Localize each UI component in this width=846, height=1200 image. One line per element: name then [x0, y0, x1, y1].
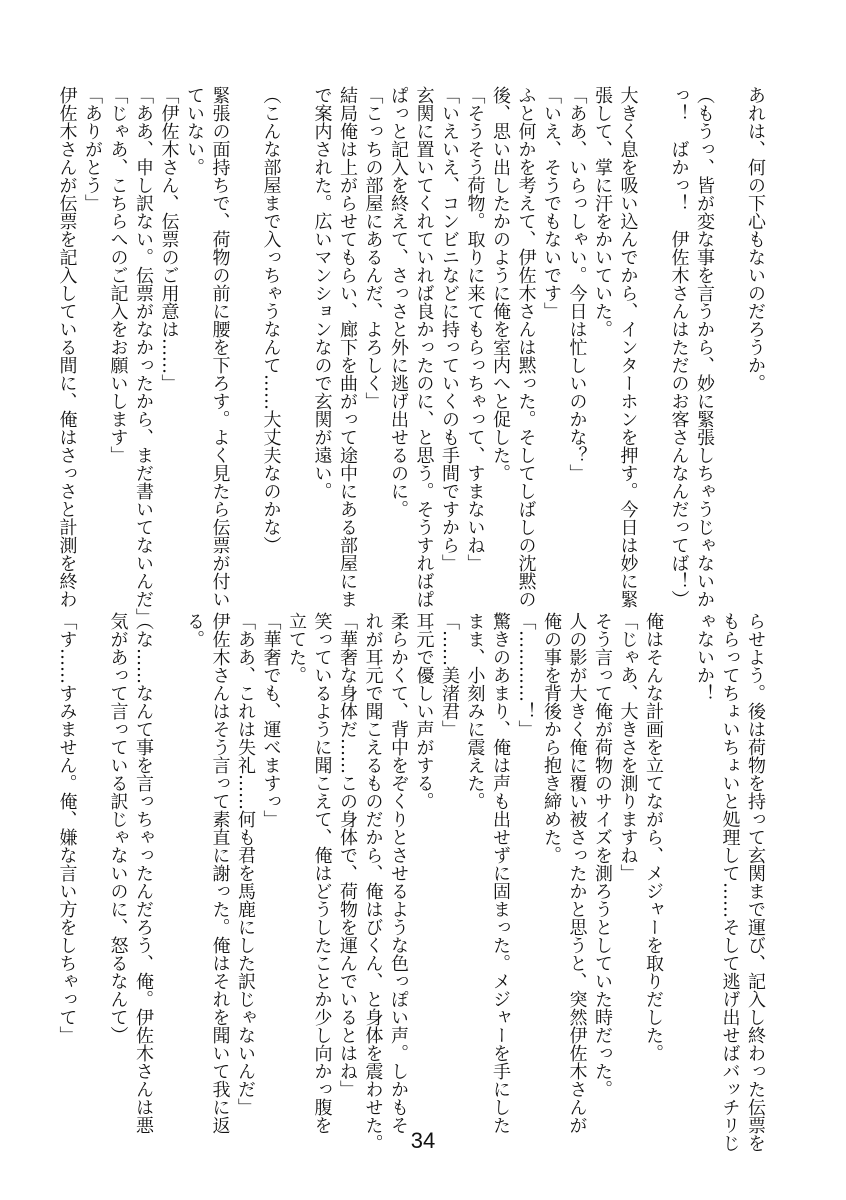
- text-line: 驚きのあまり、俺は声も出せずに固まった。メジャーを手にした: [490, 612, 511, 1134]
- text-line: ていない。: [184, 86, 205, 176]
- text-line: 気があって言っている訳じゃないのに、怒るなんて）: [107, 612, 129, 1044]
- text-line: 立てた。: [286, 612, 307, 684]
- text-line: 「いえ、そうでもないです」: [541, 86, 562, 320]
- text-line: ぱっと記入を終えて、さっさと外に逃げ出せるのに。: [388, 86, 409, 518]
- text-line: る。: [184, 612, 205, 648]
- text-line: 「華奢でも、運べますっ」: [260, 612, 282, 828]
- text-line: 伊佐木さんが伝票を記入している間に、俺はさっさと計測を終わ: [56, 86, 78, 608]
- text-line: 人の影が大きく俺に覆い被さったかと思うと、突然伊佐木さんが: [566, 612, 588, 1134]
- text-line: 結局俺は上がらせてもらい、廊下を曲がって途中にある部屋にま: [337, 86, 358, 608]
- text-line: 「ああ、これは失礼……何も君を馬鹿にした訳じゃないんだ」: [235, 612, 256, 1116]
- text-line: で案内された。広いマンションなので玄関が遠い。: [311, 86, 333, 500]
- page-number: 34: [410, 1128, 436, 1153]
- text-line: 「じゃあ、大きさを測りますね」: [617, 612, 639, 882]
- text-line: （な……なんて事を言っちゃったんだろう、俺。伊佐木さんは悪: [133, 612, 154, 1134]
- text-line: [80, 612, 106, 1040]
- text-line: [233, 86, 259, 572]
- text-line: 「こっちの部屋にあるんだ、よろしく」: [362, 86, 384, 410]
- text-line: 後、思い出したかのように俺を室内へと促した。: [490, 86, 511, 482]
- text-line: 「いえいえ、コンビニなどに持っていくのも手間ですから」: [439, 86, 460, 572]
- text-line: [284, 86, 310, 572]
- text-line: そう言って俺が荷物のサイズを測ろうとしていた時だった。: [592, 612, 613, 1098]
- text-line: もらってちょいちょいと処理して……そして逃げ出せばバッチリじ: [719, 612, 741, 1152]
- text-line: 大きく息を吸い込んでから、インターホンを押す。今日は妙に緊: [617, 86, 639, 608]
- text-line: 玄関に置いてくれていれば良かったのに、と思う。そうすればぱ: [413, 86, 435, 608]
- text-line: 「ありがとう」: [82, 86, 103, 212]
- text-line: （こんな部屋まで入っちゃうなんて……大丈夫なのかな）: [260, 86, 282, 554]
- text-line: ゃないか！: [694, 612, 715, 702]
- text-line: 「ああ、いらっしゃい。今日は忙しいのかな？」: [566, 86, 588, 482]
- text-line: 「華奢な身体だ……この身体で、荷物を運んでいるとはね」: [337, 612, 358, 1098]
- text-line: 「……美渚君」: [439, 612, 460, 738]
- text-line: 「…………！」: [515, 612, 537, 738]
- text-line: 「伊佐木さん、伝票のご用意は……」: [158, 86, 180, 392]
- text-line: [717, 86, 743, 572]
- text-line: 俺はそんな計画を立てながら、メジャーを取りだした。: [643, 612, 664, 1062]
- text-line: 「じゃあ、こちらへのご記入をお願いします」: [107, 86, 129, 464]
- text-line: 耳元で優しい声がする。: [413, 612, 435, 810]
- text-line: [666, 612, 692, 1040]
- text-line: [156, 612, 182, 1040]
- text-line: あれは、何の下心もないのだろうか。: [745, 86, 766, 392]
- text-line: 「す……すみません。俺、嫌な言い方をしちゃって」: [56, 612, 78, 1044]
- upper-text-block: [56, 86, 768, 626]
- text-line: まま、小刻みに震えた。: [464, 612, 486, 810]
- text-line: 笑っているように聞こえて、俺はどうしたことか少し向かっ腹を: [311, 612, 333, 1134]
- text-line: らせよう。後は荷物を持って玄関まで運び、記入し終わった伝票を: [745, 612, 766, 1152]
- text-line: 伊佐木さんはそう言って素直に謝った。俺はそれを聞いて我に返: [209, 612, 231, 1134]
- text-line: 俺の事を背後から抱き締めた。: [541, 612, 562, 864]
- text-line: れが耳元で聞こえるものだから、俺はびくん、と身体を震わせた。: [362, 612, 384, 1152]
- text-line: 「ああ、申し訳ない。伝票がなかったから、まだ書いてないんだ」: [133, 86, 154, 626]
- text-line: 緊張の面持ちで、荷物の前に腰を下ろす。よく見たら伝票が付い: [209, 86, 231, 608]
- text-line: 「そうそう荷物。取りに来てもらっちゃって、すまないね」: [464, 86, 486, 572]
- text-line: ふと何かを考えて、伊佐木さんは黙った。そしてしばしの沈黙の: [515, 86, 537, 608]
- text-line: っ！ ばかっ！ 伊佐木さんはただのお客さんなんだってば！）: [668, 86, 690, 608]
- text-line: （もうっ、皆が変な事を言うから、妙に緊張しちゃうじゃないか: [694, 86, 715, 608]
- text-line: 張して、掌に汗をかいていた。: [592, 86, 613, 338]
- text-line: [641, 86, 667, 572]
- text-line: 柔らかくて、背中をぞくりとさせるような色っぽい声。しかもそ: [388, 612, 409, 1134]
